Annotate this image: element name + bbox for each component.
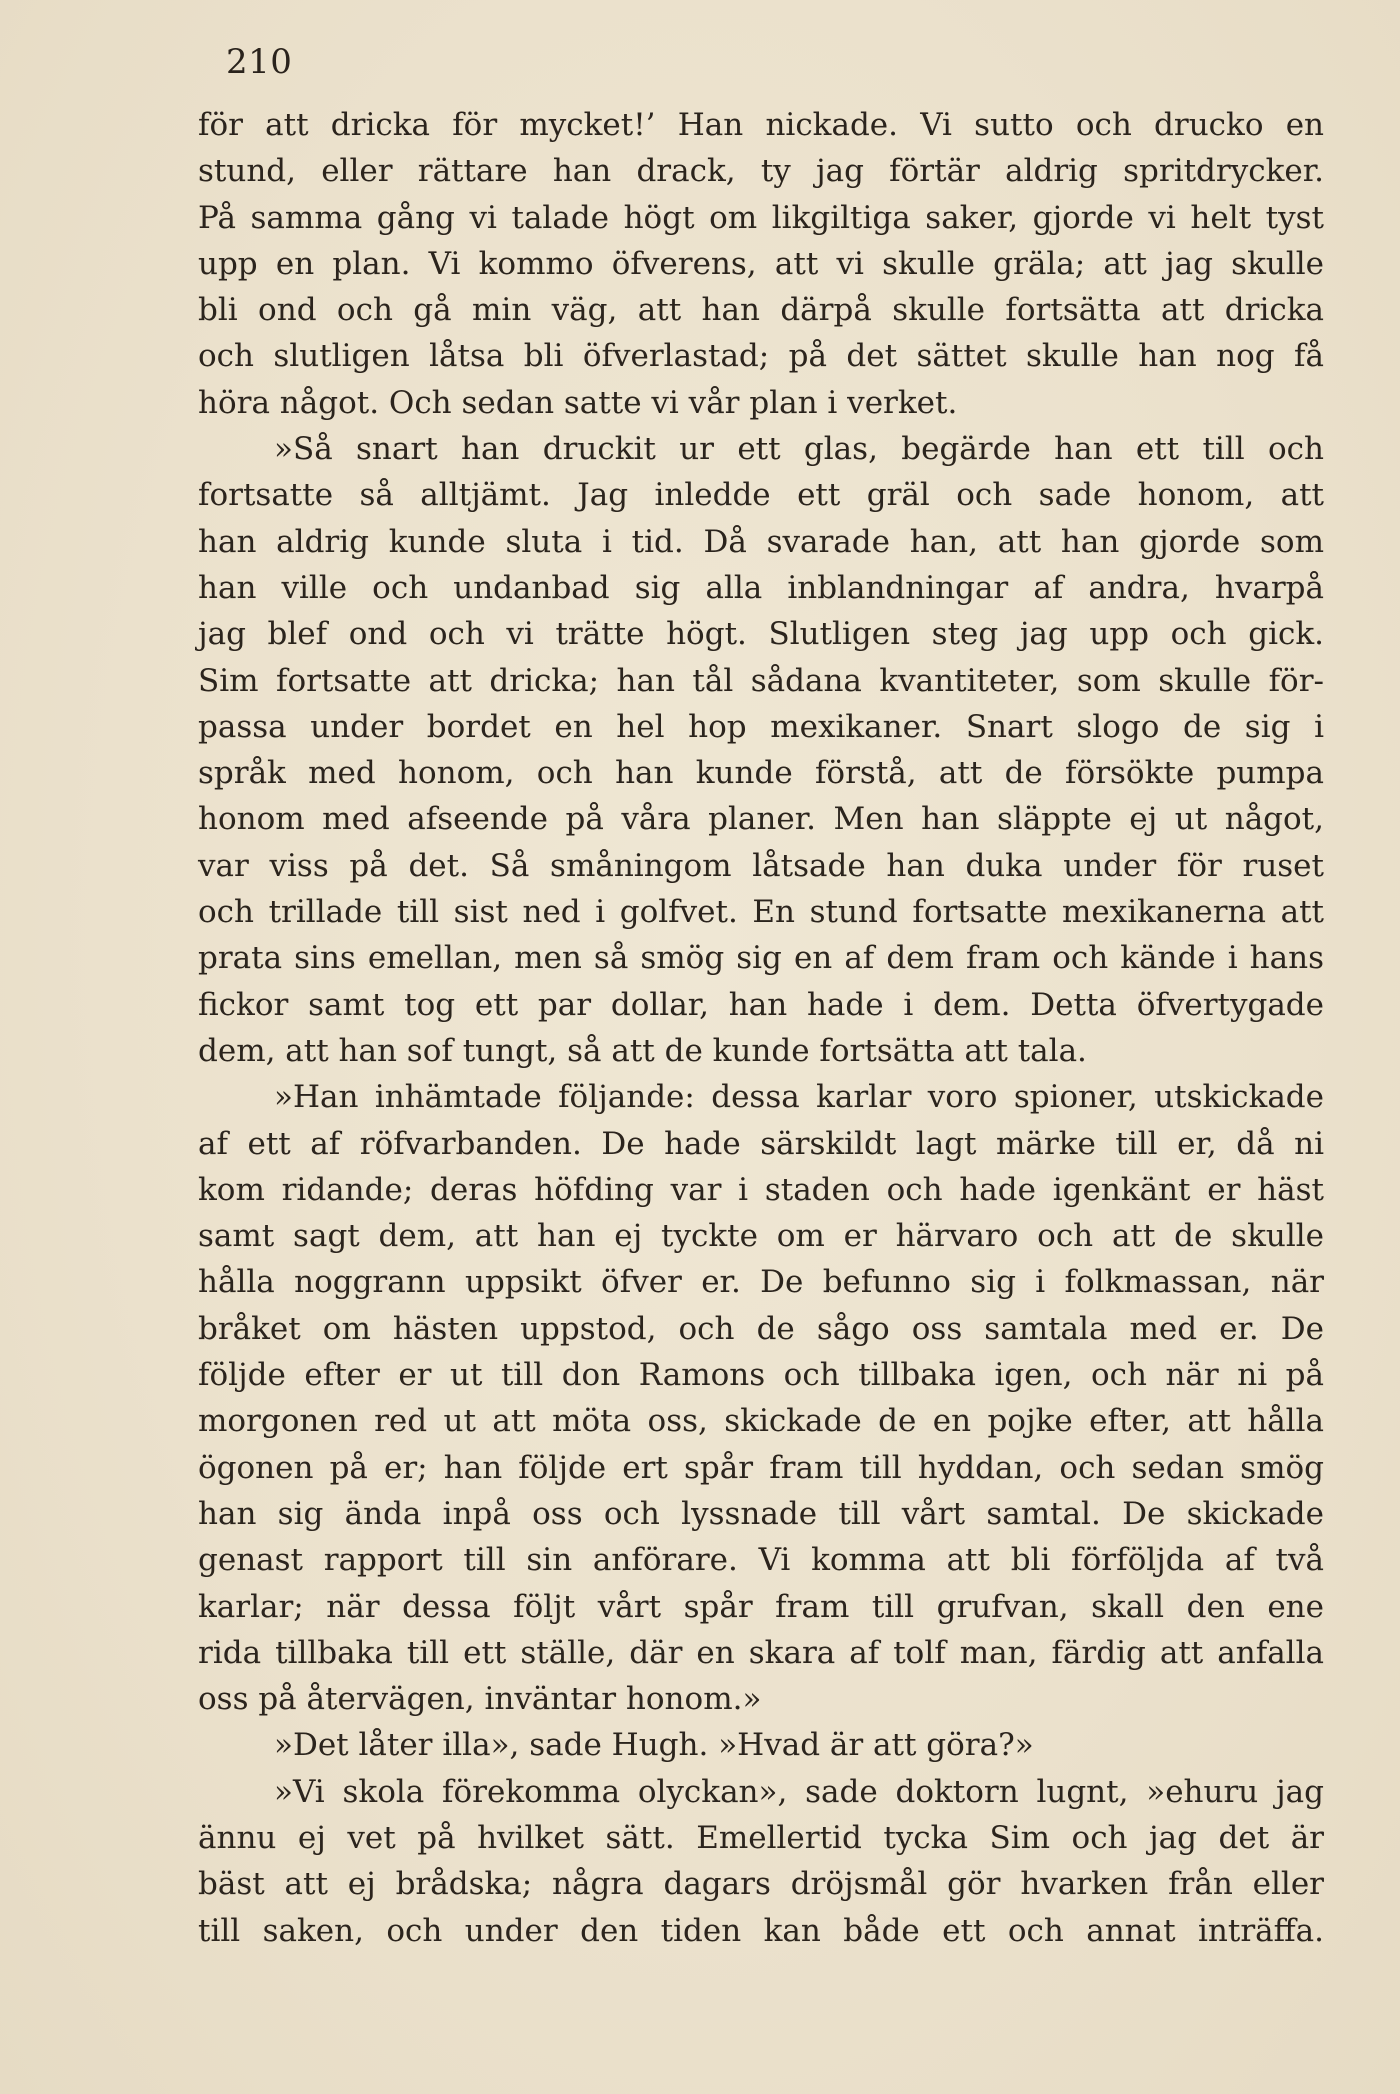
text-line: På samma gång vi talade högt om likgiltiga saker, gjorde vi helt tyst (198, 199, 1324, 236)
text-line: stund, eller rättare han drack, ty jag förtär aldrig spritdrycker. (198, 153, 1324, 190)
body-text (198, 102, 1324, 1954)
text-line: och trillade till sist ned i golfvet. En stund fortsatte mexikanerna att (198, 894, 1324, 931)
text-line: af ett af röfvarbanden. De hade särskildt lagt märke till er, då ni (198, 1125, 1324, 1162)
text-line: prata sins emellan, men så smög sig en af dem fram och kände i hans (198, 940, 1324, 977)
text-line: jag blef ond och vi trätte högt. Slutligen steg jag upp och gick. (198, 616, 1324, 653)
text-line: ögonen på er; han följde ert spår fram till hyddan, och sedan smög (198, 1449, 1324, 1486)
text-line: Sim fortsatte att dricka; han tål sådana kvantiteter, som skulle för- (198, 662, 1324, 699)
text-line: karlar; när dessa följt vårt spår fram till grufvan, skall den ene (198, 1588, 1324, 1625)
text-line: passa under bordet en hel hop mexikaner. Snart slogo de sig i (198, 708, 1324, 745)
text-line: och slutligen låtsa bli öfverlastad; på det sättet skulle han nog få (198, 338, 1324, 375)
text-line: bråket om hästen uppstod, och de sågo oss samtala med er. De (198, 1310, 1324, 1347)
text-line: rida tillbaka till ett ställe, där en skara af tolf man, färdig att anfalla (198, 1634, 1324, 1671)
text-line: hålla noggrann uppsikt öfver er. De befunno sig i folkmassan, när (198, 1264, 1324, 1301)
text-line: dem, att han sof tungt, så att de kunde fortsätta att tala. (198, 1032, 1087, 1069)
text-line: fortsatte så alltjämt. Jag inledde ett gräl och sade honom, att (198, 477, 1324, 514)
text-line: höra något. Och sedan satte vi vår plan i verket. (198, 384, 958, 421)
text-line: »Vi skola förekomma olyckan», sade doktorn lugnt, »ehuru jag (274, 1773, 1324, 1810)
text-line: upp en plan. Vi kommo öfverens, att vi skulle gräla; att jag skulle (198, 245, 1324, 282)
text-line: till saken, och under den tiden kan både ett och annat inträffa. (198, 1912, 1324, 1949)
text-line: genast rapport till sin anförare. Vi komma att bli förföljda af två (198, 1542, 1324, 1579)
text-line: han ville och undanbad sig alla inblandningar af andra, hvarpå (198, 569, 1324, 606)
text-line: »Det låter illa», sade Hugh. »Hvad är att göra?» (274, 1727, 1034, 1764)
text-line: följde efter er ut till don Ramons och tillbaka igen, och när ni på (198, 1357, 1324, 1394)
page-number: 210 (226, 42, 293, 82)
text-line: fickor samt tog ett par dollar, han hade i dem. Detta öfvertygade (198, 986, 1324, 1023)
text-line: oss på återvägen, inväntar honom.» (198, 1681, 762, 1718)
text-line: ännu ej vet på hvilket sätt. Emellertid tycka Sim och jag det är (198, 1819, 1324, 1856)
text-line: för att dricka för mycket!’ Han nickade. Vi sutto och drucko en (198, 107, 1324, 143)
text-line: morgonen red ut att möta oss, skickade de en pojke efter, att hålla (198, 1403, 1324, 1440)
text-line: bäst att ej brådska; några dagars dröjsmål gör hvarken från eller (198, 1866, 1324, 1903)
text-line: »Så snart han druckit ur ett glas, begärde han ett till och (274, 431, 1324, 468)
text-line: samt sagt dem, att han ej tyckte om er härvaro och att de skulle (198, 1218, 1324, 1255)
text-line: kom ridande; deras höfding var i staden och hade igenkänt er häst (198, 1171, 1324, 1208)
text-line: honom med afseende på våra planer. Men han släppte ej ut något, (198, 801, 1324, 838)
text-line: bli ond och gå min väg, att han därpå skulle fortsätta att dricka (198, 292, 1324, 329)
text-line: var viss på det. Så småningom låtsade han duka under för ruset (198, 847, 1324, 884)
text-line: han aldrig kunde sluta i tid. Då svarade han, att han gjorde som (198, 523, 1324, 560)
text-line: språk med honom, och han kunde förstå, att de försökte pumpa (198, 755, 1324, 792)
text-line: han sig ända inpå oss och lyssnade till vårt samtal. De skickade (198, 1495, 1324, 1532)
text-line: »Han inhämtade följande: dessa karlar voro spioner, utskickade (274, 1079, 1324, 1116)
